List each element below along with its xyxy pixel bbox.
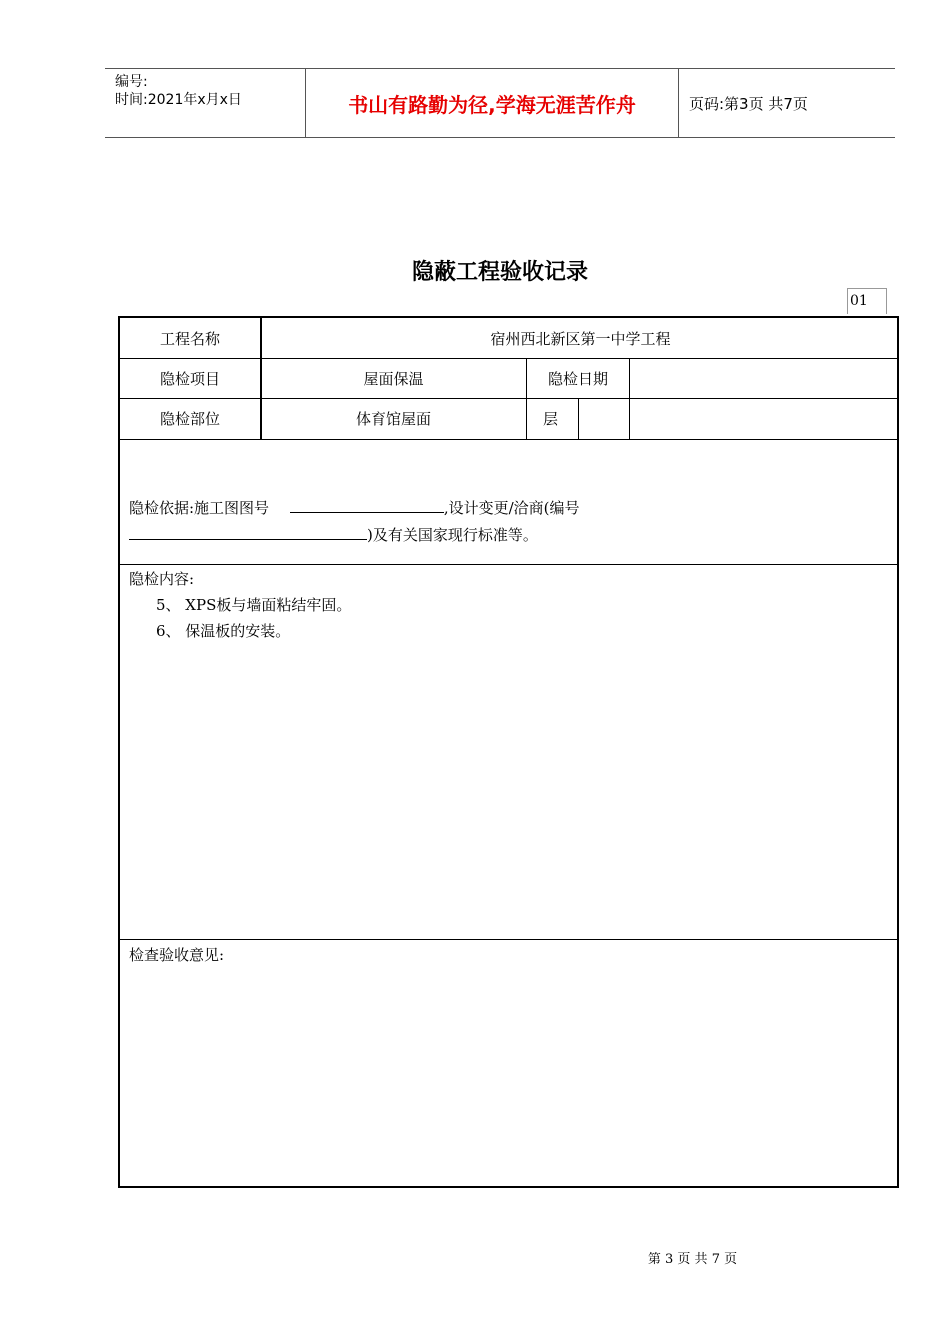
header-meta: [105, 69, 306, 137]
content-item: 5、 XPS板与墙面粘结牢固。: [156, 596, 352, 614]
change-number-blank[interactable]: [129, 521, 367, 540]
page-footer: 第 3 页 共 7 页: [647, 1252, 738, 1267]
form-number: 01: [847, 288, 887, 314]
inspect-location-label: 隐检部位: [159, 410, 220, 428]
header-motto: 书山有路勤为径,学海无涯苦作舟: [306, 69, 679, 137]
project-name-label: 工程名称: [159, 329, 220, 348]
project-name-value: 宿州西北新区第一中学工程: [490, 329, 671, 348]
inspect-item-label: 隐检项目: [159, 369, 220, 388]
page-header: [105, 68, 895, 138]
drawing-number-blank[interactable]: [290, 494, 444, 513]
inspection-basis: [129, 494, 889, 548]
document-title: 隐蔽工程验收记录: [411, 260, 588, 285]
floor-label: 层: [543, 410, 559, 428]
time-label: 时间:2021年x月x日: [115, 92, 242, 108]
inspect-item-value: 屋面保温: [363, 369, 424, 388]
row-divider: [120, 564, 897, 565]
serial-label: 编号:: [115, 74, 148, 90]
row-divider: [120, 939, 897, 940]
inspect-location-value: 体育馆屋面: [355, 410, 431, 428]
opinion-label: 检查验收意见:: [129, 946, 225, 964]
basis-middle: ,设计变更/洽商(编号: [443, 499, 580, 517]
basis-suffix: )及有关国家现行标准等。: [367, 526, 538, 544]
inspect-date-label: 隐检日期: [547, 369, 608, 388]
inspect-date-value[interactable]: [630, 358, 899, 398]
floor-value[interactable]: [579, 398, 629, 439]
header-page-info: 页码:第3页 共7页: [689, 94, 808, 113]
content-label: 隐检内容:: [129, 570, 195, 588]
inspection-form: [118, 316, 899, 1188]
basis-prefix: 隐检依据:施工图图号: [129, 499, 270, 517]
content-item: 6、 保温板的安装。: [156, 622, 291, 640]
row-divider: [120, 439, 897, 440]
